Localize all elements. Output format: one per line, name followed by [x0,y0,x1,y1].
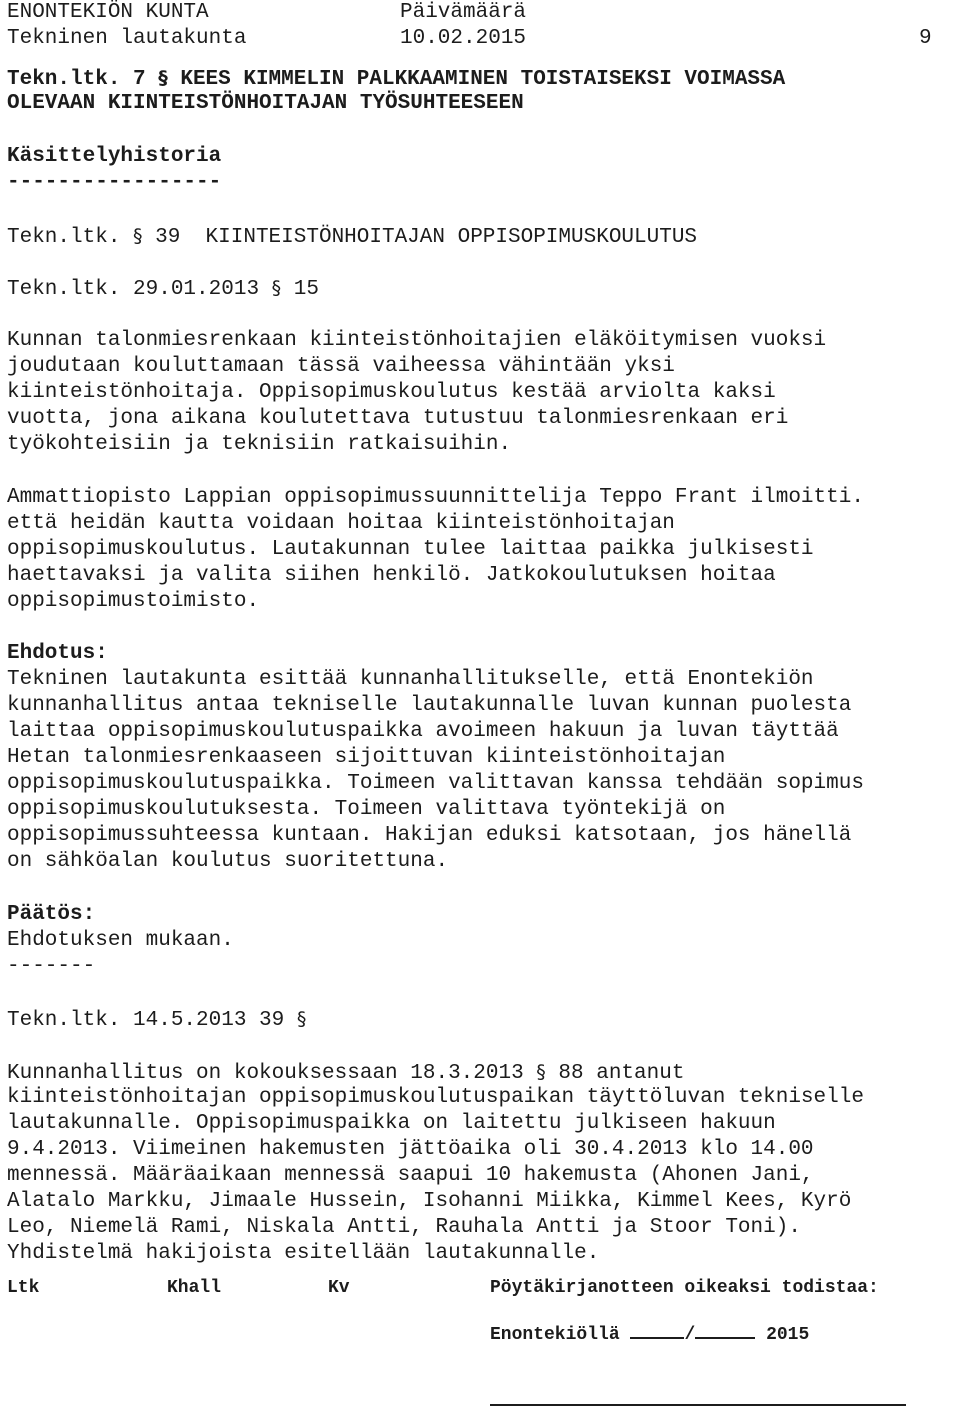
meeting-ref [7,1006,306,1034]
meeting-line [7,1059,684,1087]
history-ref-2 [7,275,319,303]
section-symbol: § [296,1008,307,1030]
section-symbol: § [133,225,143,247]
meeting-line1-prefix: Kunnanhallitus on kokouksessaan 18.3.2013 [7,1062,524,1085]
decision-underline: ------- [7,955,96,978]
decision-text: Ehdotuksen mukaan. [7,929,234,952]
section-symbol: § [271,277,282,299]
header-municipality: ENONTEKIÖN KUNTA [7,1,209,24]
paragraph-line: kiinteistönhoitaja. Oppisopimuskoulutus kestää arviolta kaksi [7,381,776,404]
proposal-line: oppisopimuskoulutuksesta. Toimeen valittava työntekijä on [7,798,726,821]
meeting-line: 9.4.2013. Viimeinen hakemusten jättöaika oli 30.4.2013 klo 14.00 [7,1138,814,1161]
history-ref2-suffix: 15 [293,278,319,301]
section-symbol: § [158,67,168,89]
history-heading: Käsittelyhistoria [7,145,222,168]
paragraph-line: joudutaan kouluttamaan tässä vaiheessa vähintään yksi [7,355,675,378]
meeting-line: kiinteistönhoitajan oppisopimuskoulutuspaikan täyttöluvan tekniselle [7,1086,864,1109]
paragraph-line: vuotta, jona aikana koulutettava tutustuu talonmiesrenkaan eri [7,407,789,430]
signature-ltk-label: Ltk [7,1278,40,1298]
header-date-label: Päivämäärä [400,1,527,24]
day-blank [630,1321,684,1339]
paragraph-line: työkohteisiin ja teknisiin ratkaisuihin. [7,433,512,456]
paragraph-line: haettavaksi ja valita siihen henkilö. Jatkokoulutuksen hoitaa [7,564,776,587]
paragraph-line: että heidän kautta voidaan hoitaa kiinteistönhoitajan [7,512,675,535]
signature-khall-label: Khall [167,1278,222,1298]
section-symbol: § [536,1061,546,1083]
signature-kv-label: Kv [328,1278,350,1298]
meeting-line: Yhdistelmä hakijoista esitellään lautakunnalle. [7,1242,600,1265]
certify-date-line [490,1321,809,1345]
meeting-line: Alatalo Markku, Jimaale Hussein, Isohanni Miikka, Kimmel Kees, Kyrö [7,1190,852,1213]
document-title [7,65,785,93]
certify-year: 2015 [766,1325,810,1345]
history-ref1-prefix: Tekn.ltk. [7,226,121,249]
place-label: Enontekiöllä [490,1325,620,1345]
month-blank [695,1321,755,1339]
proposal-line: laittaa oppisopimuskoulutuspaikka avoimeen hakuun ja luvan täyttää [7,720,839,743]
decision-heading: Päätös: [7,903,96,926]
meeting-line1-suffix: 88 antanut [558,1062,685,1085]
title-line2: OLEVAAN KIINTEISTÖNHOITAJAN TYÖSUHTEESEEN [7,92,524,115]
history-heading-underline: ----------------- [7,171,222,194]
history-ref-1 [7,223,697,251]
meeting-line: lautakunnalle. Oppisopimuspaikka on laitettu julkiseen hakuun [7,1112,776,1135]
history-ref2-prefix: Tekn.ltk. 29.01.2013 [7,278,260,301]
meeting-line: Leo, Niemelä Rami, Niskala Antti, Rauhala Antti ja Stoor Toni). [7,1216,801,1239]
history-ref1-suffix: 39 KIINTEISTÖNHOITAJAN OPPISOPIMUSKOULUTUS [155,226,698,249]
header-date: 10.02.2015 [400,27,527,50]
certify-label: Pöytäkirjanotteen oikeaksi todistaa: [490,1278,879,1298]
proposal-heading: Ehdotus: [7,642,108,665]
meeting-ref-text: Tekn.ltk. 14.5.2013 39 [7,1009,285,1032]
page-number: 9 [919,27,932,50]
paragraph-line: oppisopimuskoulutus. Lautakunnan tulee laittaa paikka julkisesti [7,538,814,561]
paragraph-line: oppisopimustoimisto. [7,590,260,613]
signature-line [490,1404,906,1406]
proposal-line: kunnanhallitus antaa tekniselle lautakunnalle luvan kunnan puolesta [7,694,852,717]
paragraph-line: Ammattiopisto Lappian oppisopimussuunnittelija Teppo Frant ilmoitti. [7,486,864,509]
paragraph-line: Kunnan talonmiesrenkaan kiinteistönhoitajien eläköitymisen vuoksi [7,329,827,352]
proposal-line: oppisopimussuhteessa kuntaan. Hakijan eduksi katsotaan, jos hänellä [7,824,852,847]
proposal-line: oppisopimuskoulutuspaikka. Toimeen valittavan kanssa tehdään sopimus [7,772,864,795]
meeting-line: mennessä. Määräaikaan mennessä saapui 10 hakemusta (Ahonen Jani, [7,1164,814,1187]
proposal-line: Hetan talonmiesrenkaaseen sijoittuvan kiinteistönhoitajan [7,746,726,769]
header-board: Tekninen lautakunta [7,27,247,50]
date-slash: / [684,1325,696,1345]
proposal-line: on sähköalan koulutus suoritettuna. [7,850,449,873]
title-prefix: Tekn.ltk. 7 [7,68,146,91]
proposal-line: Tekninen lautakunta esittää kunnanhallitukselle, että Enontekiön [7,668,814,691]
title-line1: KEES KIMMELIN PALKKAAMINEN TOISTAISEKSI VOIMASSA [180,68,786,91]
